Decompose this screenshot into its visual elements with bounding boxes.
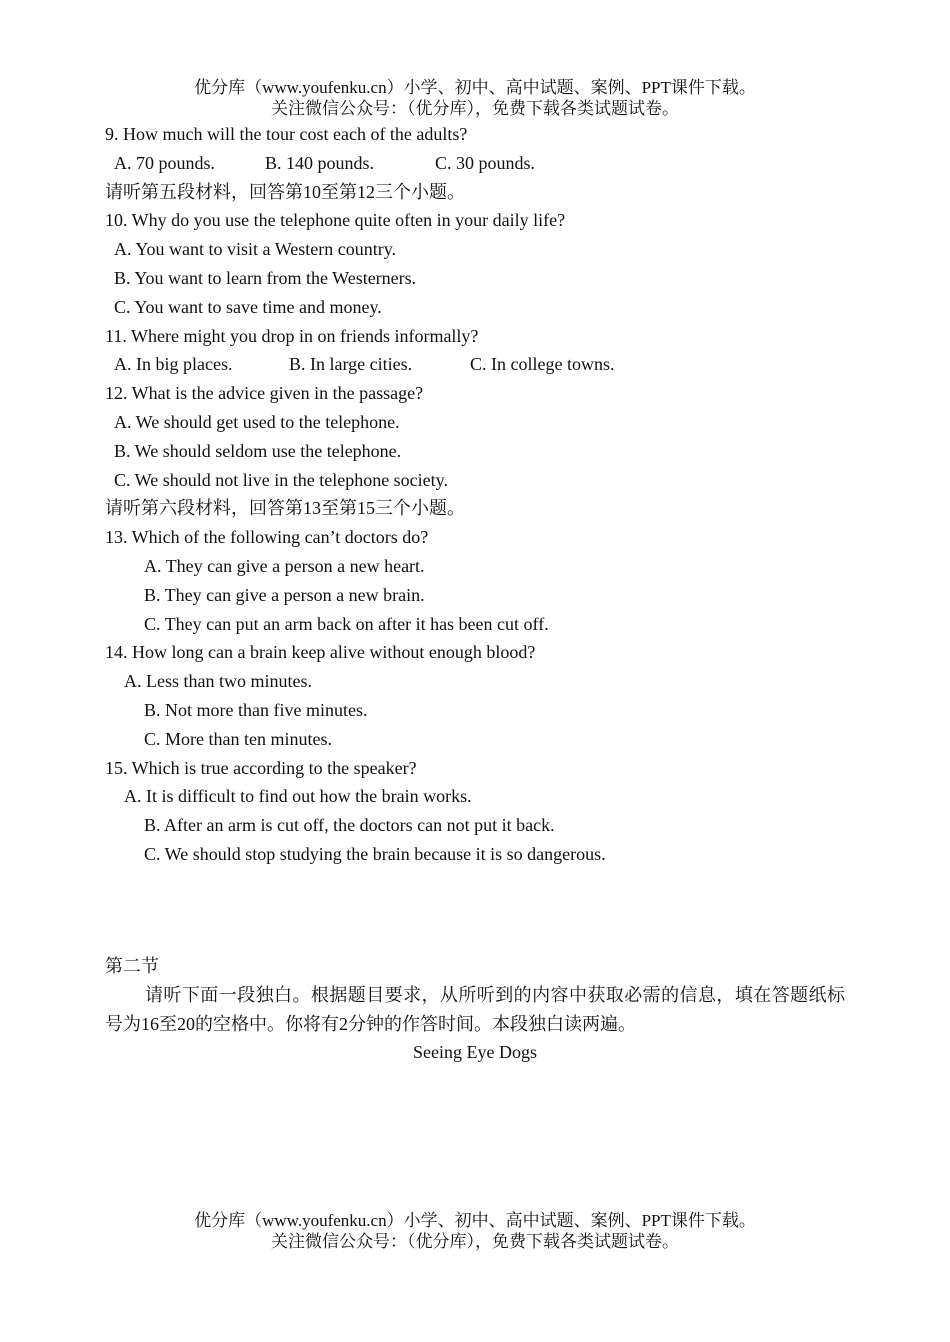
option-a: A. 70 pounds. xyxy=(114,152,216,173)
section-instruction-6: 请听第六段材料，回答第13至第15三个小题。 xyxy=(105,498,465,519)
questions-body xyxy=(105,120,845,869)
option-b: B. You want to learn from the Westerners. xyxy=(114,267,417,288)
option-a: A. Less than two minutes. xyxy=(124,671,312,692)
header-line-2: 关注微信公众号：（优分库），免费下载各类试题试卷。 xyxy=(271,99,679,118)
question-11: 11. Where might you drop in on friends informally? xyxy=(105,325,479,346)
section-instruction-5: 请听第五段材料，回答第10至第12三个小题。 xyxy=(105,181,465,202)
section-2-instruction: 请听下面一段独白。根据题目要求，从所听到的内容中获取必需的信息，填在答题纸标号为16至20的空格中。你将有2分钟的作答时间。本段独白读两遍。 xyxy=(105,984,845,1034)
footer-line-2: 关注微信公众号：（优分库），免费下载各类试题试卷。 xyxy=(271,1232,679,1251)
option-a: A. You want to visit a Western country. xyxy=(114,239,397,260)
option-c: C. You want to save time and money. xyxy=(114,296,382,317)
question-13: 13. Which of the following can’t doctors do? xyxy=(105,527,429,548)
option-b: B. After an arm is cut off, the doctors can not put it back. xyxy=(144,815,555,836)
question-10: 10. Why do you use the telephone quite often in your daily life? xyxy=(105,210,566,231)
header-line-1: 优分库（www.youfenku.cn）小学、初中、高中试题、案例、PPT课件下载。 xyxy=(194,78,756,97)
page-footer xyxy=(0,1210,950,1252)
option-b: B. We should seldom use the telephone. xyxy=(114,440,402,461)
option-b: B. In large cities. xyxy=(289,354,413,375)
option-b: B. 140 pounds. xyxy=(265,152,375,173)
question-14: 14. How long can a brain keep alive without enough blood? xyxy=(105,642,536,663)
footer-line-1: 优分库（www.youfenku.cn）小学、初中、高中试题、案例、PPT课件下载。 xyxy=(194,1211,756,1230)
option-c: C. More than ten minutes. xyxy=(144,728,332,749)
section-2-heading: 第二节 xyxy=(105,956,159,976)
passage-title: Seeing Eye Dogs xyxy=(413,1042,537,1063)
option-a: A. In big places. xyxy=(114,354,233,375)
question-11-options xyxy=(105,350,845,379)
option-c: C. We should stop studying the brain because it is so dangerous. xyxy=(144,843,606,864)
option-b: B. Not more than five minutes. xyxy=(144,699,368,720)
option-b: B. They can give a person a new brain. xyxy=(144,584,425,605)
option-a: A. It is difficult to find out how the brain works. xyxy=(124,786,472,807)
question-12: 12. What is the advice given in the passage? xyxy=(105,383,424,404)
option-c: C. They can put an arm back on after it has been cut off. xyxy=(144,613,549,634)
option-a: A. They can give a person a new heart. xyxy=(144,555,425,576)
question-9: 9. How much will the tour cost each of the adults? xyxy=(105,124,468,144)
section-2 xyxy=(105,952,845,1067)
page-header xyxy=(0,77,950,119)
question-15: 15. Which is true according to the speaker? xyxy=(105,757,417,778)
option-c: C. In college towns. xyxy=(470,354,615,375)
option-c: C. 30 pounds. xyxy=(435,152,536,173)
option-a: A. We should get used to the telephone. xyxy=(114,411,400,432)
question-9-options xyxy=(105,149,845,178)
option-c: C. We should not live in the telephone society. xyxy=(114,469,448,490)
